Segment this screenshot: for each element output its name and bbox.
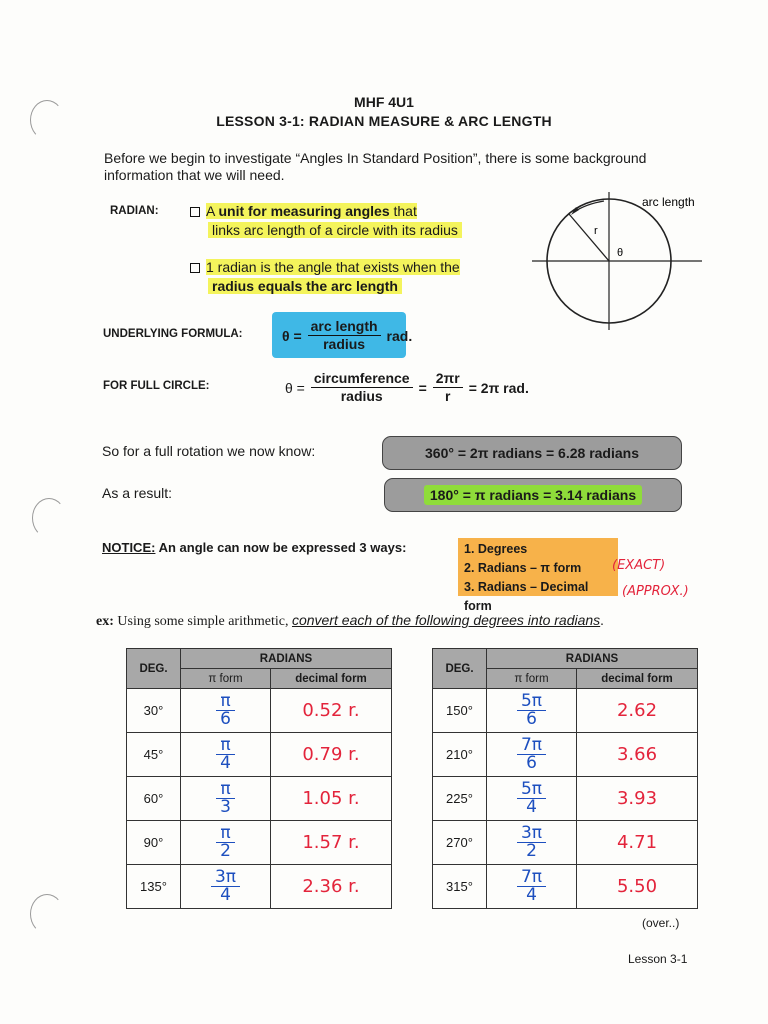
half-rotation-box: 180° = π radians = 3.14 radians xyxy=(384,478,682,512)
radius-line xyxy=(569,214,609,261)
pi-denominator: 2 xyxy=(220,841,231,861)
decimal-form-cell: 0.52 r. xyxy=(271,689,392,733)
lesson-title: LESSON 3-1: RADIAN MEASURE & ARC LENGTH xyxy=(216,113,552,129)
pi-denominator: 4 xyxy=(220,885,231,905)
approx-note: (APPROX.) xyxy=(622,584,689,599)
degree-cell: 60° xyxy=(127,777,181,821)
table-row xyxy=(127,865,392,909)
full-circle-formula: θ = $\frac{\text{circumference}}{\text{radius}}$ = $\frac{2\pi r}{r}$ = 2π rad. xyxy=(285,370,529,404)
pi-numerator: 7π xyxy=(517,869,546,887)
pi-denominator: 4 xyxy=(220,753,231,773)
binder-hole xyxy=(30,894,64,934)
decimal-form-header: decimal form xyxy=(271,669,392,689)
pi-form-header: π form xyxy=(487,669,577,689)
pi-numerator: 7π xyxy=(517,737,546,755)
pi-numerator: π xyxy=(216,693,234,711)
pi-form-cell xyxy=(181,689,271,733)
decimal-form-header: decimal form xyxy=(577,669,698,689)
theta-label: θ xyxy=(617,247,624,259)
degree-cell: 90° xyxy=(127,821,181,865)
degree-cell: 225° xyxy=(433,777,487,821)
arc-length-label: arc length xyxy=(642,195,695,209)
table-row xyxy=(433,733,698,777)
degree-cell: 315° xyxy=(433,865,487,909)
deg-header: DEG. xyxy=(127,649,181,689)
pi-numerator: 3π xyxy=(517,825,546,843)
decimal-form-cell: 0.79 r. xyxy=(271,733,392,777)
page-footer: Lesson 3-1 xyxy=(628,952,688,966)
underlying-formula: θ = $\frac{\text{arc length}}{\text{radius}}$ rad. xyxy=(282,318,413,352)
pi-form-cell xyxy=(181,777,271,821)
expression-ways-list: 1. Degrees 2. Radians – π form 3. Radians – Decimal form xyxy=(458,538,618,596)
table-row xyxy=(433,689,698,733)
pi-denominator: 6 xyxy=(526,709,537,729)
table-row xyxy=(433,865,698,909)
deg-header: DEG. xyxy=(433,649,487,689)
pi-form-cell xyxy=(487,733,577,777)
decimal-form-cell: 3.66 xyxy=(577,733,698,777)
over-note: (over..) xyxy=(642,916,680,930)
pi-denominator: 3 xyxy=(220,797,231,817)
degree-cell: 210° xyxy=(433,733,487,777)
radian-point-1: A unit for measuring angles that xyxy=(190,201,417,221)
decimal-form-cell: 3.93 xyxy=(577,777,698,821)
decimal-form-cell: 5.50 xyxy=(577,865,698,909)
degree-cell: 150° xyxy=(433,689,487,733)
checkbox-icon xyxy=(190,263,200,273)
pi-form-cell xyxy=(181,733,271,777)
full-rotation-box: 360° = 2π radians = 6.28 radians xyxy=(382,436,682,470)
table-row xyxy=(433,777,698,821)
conversion-table-left xyxy=(126,648,392,909)
pi-denominator: 4 xyxy=(526,797,537,817)
degree-cell: 135° xyxy=(127,865,181,909)
checkbox-icon xyxy=(190,207,200,217)
pi-form-cell xyxy=(487,689,577,733)
pi-form-cell xyxy=(181,865,271,909)
pi-form-cell xyxy=(181,821,271,865)
radian-point-2-cont: radius equals the arc length xyxy=(208,276,402,296)
pi-form-cell xyxy=(487,821,577,865)
pi-numerator: π xyxy=(216,781,234,799)
full-circle-label: FOR FULL CIRCLE: xyxy=(103,380,210,392)
decimal-form-cell: 1.57 r. xyxy=(271,821,392,865)
pi-denominator: 2 xyxy=(526,841,537,861)
pi-denominator: 6 xyxy=(220,709,231,729)
degree-cell: 45° xyxy=(127,733,181,777)
radian-point-2: 1 radian is the angle that exists when the xyxy=(190,257,460,277)
decimal-form-cell: 2.62 xyxy=(577,689,698,733)
table-row xyxy=(127,777,392,821)
decimal-form-cell: 1.05 r. xyxy=(271,777,392,821)
example-instructions: ex: Using some simple arithmetic, convert each of the following degrees into radians. xyxy=(96,612,604,629)
intro-paragraph: Before we begin to investigate “Angles In Standard Position”, there is some background information that we will need. xyxy=(104,150,647,183)
pi-denominator: 6 xyxy=(526,753,537,773)
exact-note: (EXACT) xyxy=(612,558,666,573)
pi-form-cell xyxy=(487,865,577,909)
table-body-right xyxy=(433,689,698,909)
table-row xyxy=(433,821,698,865)
formula-fraction: $\frac{\text{arc length}}{\text{radius}}$ xyxy=(308,318,381,353)
table-row xyxy=(127,733,392,777)
pi-numerator: 3π xyxy=(211,869,240,887)
radians-header: RADIANS xyxy=(487,649,698,669)
radius-label: r xyxy=(594,225,598,237)
pi-numerator: π xyxy=(216,825,234,843)
pi-denominator: 4 xyxy=(526,885,537,905)
table-row xyxy=(127,689,392,733)
radian-circle-diagram xyxy=(522,184,722,334)
binder-hole xyxy=(32,498,66,538)
table-row xyxy=(127,821,392,865)
result-text: As a result: xyxy=(102,485,173,501)
pi-form-cell xyxy=(487,777,577,821)
pi-numerator: 5π xyxy=(517,693,546,711)
degree-cell: 270° xyxy=(433,821,487,865)
radians-header: RADIANS xyxy=(181,649,392,669)
rotation-text: So for a full rotation we now know: xyxy=(102,443,316,459)
radian-point-1-cont: links arc length of a circle with its radius xyxy=(208,220,462,240)
conversion-table-right xyxy=(432,648,698,909)
underlying-formula-label: UNDERLYING FORMULA: xyxy=(103,328,243,340)
pi-numerator: 5π xyxy=(517,781,546,799)
decimal-form-cell: 4.71 xyxy=(577,821,698,865)
degree-cell: 30° xyxy=(127,689,181,733)
radian-label: RADIAN: xyxy=(110,205,159,217)
course-code: MHF 4U1 xyxy=(354,94,414,110)
notice-line: NOTICE: An angle can now be expressed 3 ways: xyxy=(102,540,407,555)
pi-form-header: π form xyxy=(181,669,271,689)
decimal-form-cell: 2.36 r. xyxy=(271,865,392,909)
table-body-left xyxy=(127,689,392,909)
pi-numerator: π xyxy=(216,737,234,755)
